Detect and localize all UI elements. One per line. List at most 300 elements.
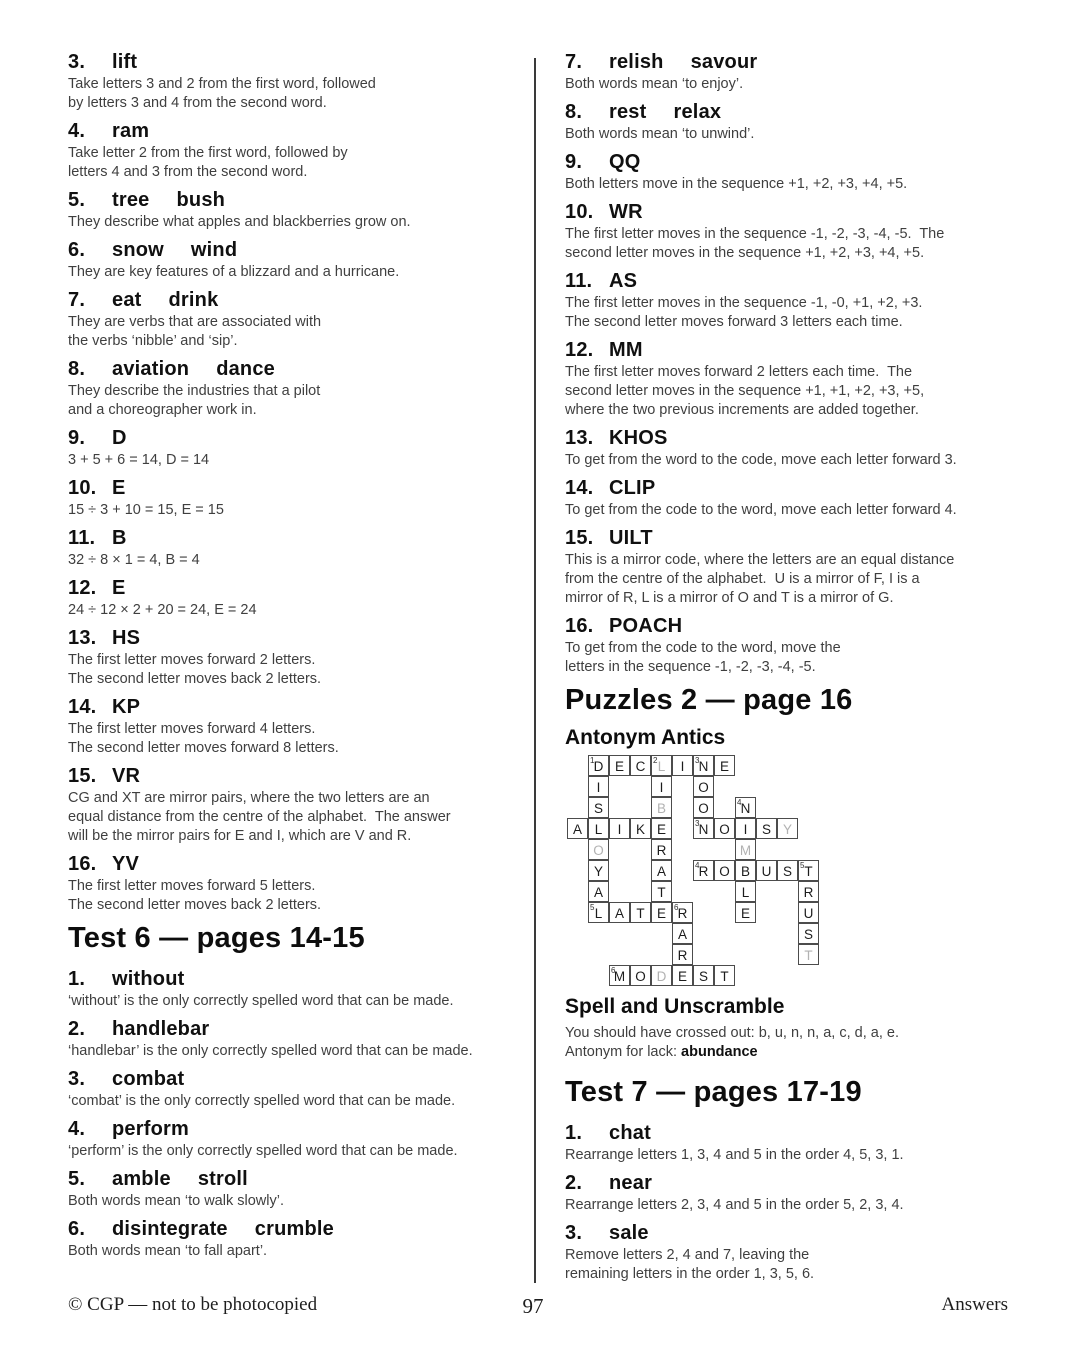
answer-number: 11. bbox=[68, 527, 96, 549]
clue-number: 1 bbox=[590, 756, 595, 765]
answer-heading bbox=[68, 969, 530, 990]
test-7-heading: Test 7 — pages 17-19 bbox=[565, 1075, 862, 1108]
answer-number: 7. bbox=[565, 51, 583, 73]
cell-letter: O bbox=[698, 779, 709, 795]
answer-number: 2. bbox=[68, 1018, 86, 1040]
answer-number: 8. bbox=[565, 101, 583, 123]
clue-number: 5 bbox=[590, 903, 595, 912]
cell-letter: L bbox=[741, 884, 750, 900]
explanation-line: 3 + 5 + 6 = 14, D = 14 bbox=[68, 452, 210, 468]
clue-number: 6 bbox=[611, 966, 616, 975]
cell-letter: I bbox=[659, 779, 664, 795]
answer-number: 16. bbox=[565, 615, 594, 637]
crossword-cell bbox=[588, 902, 609, 923]
crossword-cell bbox=[693, 818, 714, 839]
crossword-cell bbox=[714, 860, 735, 881]
answer-word: dance bbox=[216, 358, 275, 380]
answer-heading bbox=[565, 428, 1012, 449]
explanation-line: They describe what apples and blackberries grow on. bbox=[68, 214, 411, 230]
answer-item bbox=[68, 478, 530, 520]
cell-letter: E bbox=[677, 968, 687, 984]
cell-letter: R bbox=[656, 842, 667, 858]
crossword-cell bbox=[798, 944, 819, 965]
answer-words bbox=[112, 190, 252, 211]
cell-letter: N bbox=[740, 800, 751, 816]
cell-letter: T bbox=[720, 968, 729, 984]
explanation-line: The first letter moves forward 2 letters each time. The bbox=[565, 364, 913, 380]
answer-word: near bbox=[609, 1171, 653, 1194]
answer-word: aviation bbox=[112, 358, 190, 380]
answer-item bbox=[565, 340, 1012, 420]
explanation-line: Take letter 2 from the first word, followed by bbox=[68, 145, 348, 161]
answer-item bbox=[68, 528, 530, 570]
cell-letter: S bbox=[593, 800, 603, 816]
answer-heading bbox=[565, 1123, 1012, 1144]
answer-number: 3. bbox=[68, 51, 86, 73]
explanation-line: remaining letters in the order 1, 3, 5, 6. bbox=[565, 1265, 815, 1282]
crossword-cell bbox=[588, 881, 609, 902]
explanation-line: Remove letters 2, 4 and 7, leaving the bbox=[565, 1246, 810, 1263]
answer-item bbox=[68, 578, 530, 620]
answer-item bbox=[565, 616, 1012, 677]
crossword-cell bbox=[693, 860, 714, 881]
cell-letter: N bbox=[698, 821, 709, 837]
explanation-line: letters in the sequence -1, -2, -3, -4, -5. bbox=[565, 659, 816, 675]
answer-words bbox=[112, 478, 153, 499]
answer-number: 3. bbox=[68, 1068, 86, 1090]
clue-number: 6 bbox=[674, 903, 679, 912]
crossword-cell bbox=[756, 818, 777, 839]
right-column bbox=[565, 52, 1012, 1292]
answer-words bbox=[609, 152, 668, 173]
answer-word: UILT bbox=[609, 527, 653, 549]
answer-words bbox=[609, 1123, 678, 1144]
answer-words bbox=[112, 969, 211, 990]
cell-letter: M bbox=[739, 842, 752, 858]
explanation-line: Both letters move in the sequence +1, +2, +3, +4, +5. bbox=[565, 176, 908, 192]
crossword-cell bbox=[735, 818, 756, 839]
answer-number: 3. bbox=[565, 1221, 583, 1244]
answer-word: without bbox=[112, 968, 185, 990]
crossword-cell bbox=[777, 860, 798, 881]
cell-letter: A bbox=[656, 863, 666, 879]
answer-words bbox=[112, 1169, 275, 1190]
answer-heading bbox=[68, 1069, 530, 1090]
answer-item bbox=[68, 359, 530, 420]
cell-letter: R bbox=[677, 905, 688, 921]
answer-words bbox=[609, 478, 682, 499]
explanation-line: The first letter moves in the sequence -1, -2, -3, -4, -5. The bbox=[565, 226, 945, 242]
answer-item bbox=[565, 152, 1012, 194]
answer-number: 2. bbox=[565, 1171, 583, 1194]
crossword-cell bbox=[630, 902, 651, 923]
explanation-line: Take letters 3 and 2 from the first word, followed bbox=[68, 76, 376, 92]
crossword-cell bbox=[588, 860, 609, 881]
answer-word: D bbox=[112, 427, 127, 449]
explanation-line: Both words mean ‘to walk slowly’. bbox=[68, 1193, 284, 1209]
answer-word: E bbox=[112, 477, 126, 499]
puzzles-2-heading: Puzzles 2 — page 16 bbox=[565, 684, 853, 716]
answer-word: savour bbox=[690, 51, 758, 73]
explanation-line: 24 ÷ 12 × 2 + 20 = 24, E = 24 bbox=[68, 602, 257, 618]
cell-letter: K bbox=[635, 821, 645, 837]
answer-word: bush bbox=[176, 189, 226, 211]
crossword-cell bbox=[609, 965, 630, 986]
answer-word: lift bbox=[112, 51, 138, 73]
explanation-line: Rearrange letters 2, 3, 4 and 5 in the order 5, 2, 3, 4. bbox=[565, 1196, 904, 1213]
cell-letter: L bbox=[594, 821, 603, 837]
explanation-line: 15 ÷ 3 + 10 = 15, E = 15 bbox=[68, 502, 224, 518]
cell-letter: D bbox=[593, 758, 604, 774]
answer-item bbox=[68, 240, 530, 282]
answer-words bbox=[609, 102, 748, 123]
crossword-grid bbox=[567, 755, 821, 988]
answer-words bbox=[112, 1019, 236, 1040]
cell-letter: Y bbox=[593, 863, 603, 879]
answer-heading bbox=[565, 271, 1012, 292]
cell-letter: A bbox=[593, 884, 603, 900]
answer-heading bbox=[68, 1219, 530, 1240]
answer-word: disintegrate bbox=[112, 1218, 228, 1240]
answer-heading bbox=[68, 428, 530, 449]
answer-words bbox=[112, 1119, 216, 1140]
spell-antonym-line bbox=[565, 1043, 1012, 1063]
crossword-cell bbox=[588, 818, 609, 839]
explanation-line: To get from the code to the word, move the bbox=[565, 640, 841, 656]
answer-words bbox=[609, 616, 709, 637]
answer-word: handlebar bbox=[112, 1018, 210, 1040]
explanation-line: The second letter moves back 2 letters. bbox=[68, 671, 322, 687]
crossword-cell bbox=[714, 755, 735, 776]
footer-answers-label: Answers bbox=[941, 1294, 1008, 1315]
crossword-cell bbox=[609, 902, 630, 923]
answer-number: 15. bbox=[565, 527, 594, 549]
answer-number: 16. bbox=[68, 853, 97, 875]
answer-number: 1. bbox=[565, 1121, 583, 1144]
crossword-cell bbox=[651, 902, 672, 923]
test-6-heading: Test 6 — pages 14-15 bbox=[68, 922, 365, 954]
cell-letter: O bbox=[635, 968, 646, 984]
cell-letter: E bbox=[719, 758, 729, 774]
answer-words bbox=[609, 1223, 676, 1244]
explanation-line: second letter moves in the sequence +1, +1, +2, +3, +5, bbox=[565, 383, 925, 399]
answer-words bbox=[112, 697, 167, 718]
answers-list-test-6 bbox=[68, 969, 530, 1261]
explanation-line: To get from the word to the code, move each letter forward 3. bbox=[565, 452, 957, 468]
answer-item bbox=[565, 1123, 1012, 1165]
answer-number: 1. bbox=[68, 968, 86, 990]
crossword-cell bbox=[630, 755, 651, 776]
answer-word: MM bbox=[609, 339, 643, 361]
answer-words bbox=[609, 1173, 679, 1194]
cell-letter: S bbox=[698, 968, 708, 984]
answer-word: relax bbox=[673, 101, 722, 123]
crossword-cell bbox=[735, 860, 756, 881]
clue-number: 4 bbox=[737, 798, 742, 807]
cell-letter: T bbox=[804, 947, 813, 963]
answer-words bbox=[112, 1219, 361, 1240]
answer-heading bbox=[565, 52, 1012, 73]
answer-heading bbox=[68, 52, 530, 73]
answer-word: WR bbox=[609, 201, 643, 223]
answer-word: CLIP bbox=[609, 477, 656, 499]
crossword-cell bbox=[714, 965, 735, 986]
answer-words bbox=[112, 121, 176, 142]
cell-letter: R bbox=[698, 863, 709, 879]
answer-number: 4. bbox=[68, 120, 86, 142]
answer-item bbox=[68, 1219, 530, 1261]
answer-number: 15. bbox=[68, 765, 97, 787]
crossword-cell bbox=[651, 755, 672, 776]
explanation-line: equal distance from the centre of the alphabet. The answer bbox=[68, 809, 451, 825]
answer-number: 13. bbox=[565, 427, 594, 449]
cell-letter: T bbox=[804, 863, 813, 879]
cell-letter: B bbox=[656, 800, 666, 816]
answer-word: POACH bbox=[609, 615, 683, 637]
answer-words bbox=[609, 202, 670, 223]
answer-word: snow bbox=[112, 239, 164, 261]
answers-list-continued bbox=[565, 52, 1012, 677]
answer-item bbox=[565, 1223, 1012, 1284]
explanation-line: Both words mean ‘to unwind’. bbox=[565, 126, 755, 142]
crossword-cell bbox=[609, 755, 630, 776]
crossword-cell bbox=[693, 776, 714, 797]
crossword-cell bbox=[651, 776, 672, 797]
explanation-line: The second letter moves forward 8 letters. bbox=[68, 740, 339, 756]
crossword-cell bbox=[672, 902, 693, 923]
answer-heading bbox=[68, 528, 530, 549]
answer-number: 13. bbox=[68, 627, 97, 649]
spell-antonym-answer: abundance bbox=[681, 1044, 758, 1060]
clue-number: 5 bbox=[800, 861, 805, 870]
answer-word: B bbox=[112, 527, 127, 549]
crossword-cell bbox=[567, 818, 588, 839]
footer-copyright: © CGP — not to be photocopied bbox=[68, 1294, 318, 1315]
answer-word: crumble bbox=[254, 1218, 334, 1240]
cell-letter: E bbox=[614, 758, 624, 774]
explanation-line: mirror of R, L is a mirror of O and T is a mirror of G. bbox=[565, 590, 894, 606]
cell-letter: O bbox=[698, 800, 709, 816]
crossword-cell bbox=[651, 860, 672, 881]
answer-words bbox=[112, 628, 167, 649]
crossword-cell bbox=[651, 839, 672, 860]
answer-item bbox=[68, 628, 530, 689]
answer-heading bbox=[68, 766, 530, 787]
answer-number: 11. bbox=[565, 270, 593, 292]
cell-letter: R bbox=[803, 884, 814, 900]
explanation-line: ‘perform’ is the only correctly spelled word that can be made. bbox=[68, 1143, 458, 1159]
explanation-line: They describe the industries that a pilot bbox=[68, 383, 321, 399]
answer-heading bbox=[565, 616, 1012, 637]
answer-item bbox=[565, 1173, 1012, 1215]
cell-letter: A bbox=[572, 821, 582, 837]
cell-letter: S bbox=[761, 821, 771, 837]
answer-word: KP bbox=[112, 696, 141, 718]
crossword-cell bbox=[651, 881, 672, 902]
cell-letter: T bbox=[657, 884, 666, 900]
antonym-antics-heading: Antonym Antics bbox=[565, 726, 726, 749]
answer-heading bbox=[68, 290, 530, 311]
cell-letter: E bbox=[740, 905, 750, 921]
explanation-line: from the centre of the alphabet. U is a mirror of F, I is a bbox=[565, 571, 920, 587]
answer-number: 12. bbox=[565, 339, 594, 361]
explanation-line: and a choreographer work in. bbox=[68, 402, 257, 418]
crossword-cell bbox=[798, 860, 819, 881]
crossword-cell bbox=[693, 755, 714, 776]
answers-list-previous-test bbox=[68, 52, 530, 915]
cell-letter: I bbox=[743, 821, 748, 837]
answer-item bbox=[565, 52, 1012, 94]
answer-word: amble bbox=[112, 1168, 171, 1190]
crossword-cell bbox=[672, 944, 693, 965]
crossword-cell bbox=[651, 818, 672, 839]
answer-word: sale bbox=[609, 1221, 649, 1244]
explanation-line: They are verbs that are associated with bbox=[68, 314, 322, 330]
answer-words bbox=[609, 528, 680, 549]
answer-heading bbox=[68, 578, 530, 599]
crossword-cell bbox=[609, 818, 630, 839]
crossword-cell bbox=[630, 818, 651, 839]
cell-letter: S bbox=[803, 926, 813, 942]
cell-letter: O bbox=[719, 821, 730, 837]
cell-letter: A bbox=[677, 926, 687, 942]
crossword-cell bbox=[798, 881, 819, 902]
page-number: 97 bbox=[522, 1294, 544, 1318]
answer-item bbox=[68, 697, 530, 758]
answer-heading bbox=[68, 628, 530, 649]
crossword-cell bbox=[672, 923, 693, 944]
answers-list-test-7 bbox=[565, 1123, 1012, 1284]
cell-letter: A bbox=[614, 905, 624, 921]
answer-number: 9. bbox=[68, 427, 86, 449]
answer-item bbox=[68, 1069, 530, 1111]
answer-word: wind bbox=[190, 239, 238, 261]
cell-letter: N bbox=[698, 758, 709, 774]
explanation-line: 32 ÷ 8 × 1 = 4, B = 4 bbox=[68, 552, 200, 568]
answer-heading bbox=[565, 478, 1012, 499]
answer-word: KHOS bbox=[609, 427, 668, 449]
answer-number: 4. bbox=[68, 1118, 86, 1140]
crossword-cell bbox=[693, 797, 714, 818]
answer-item bbox=[68, 290, 530, 351]
explanation-line: The first letter moves forward 5 letters. bbox=[68, 878, 316, 894]
answer-words bbox=[112, 290, 245, 311]
answer-item bbox=[68, 766, 530, 846]
cell-letter: B bbox=[740, 863, 750, 879]
explanation-line: CG and XT are mirror pairs, where the two letters are an bbox=[68, 790, 430, 806]
cell-letter: E bbox=[656, 821, 666, 837]
cell-letter: O bbox=[719, 863, 730, 879]
crossword-cell bbox=[798, 902, 819, 923]
answer-words bbox=[112, 52, 164, 73]
answer-heading bbox=[68, 1119, 530, 1140]
answer-number: 14. bbox=[68, 696, 97, 718]
answer-word: tree bbox=[112, 189, 150, 211]
spell-antonym-prefix: Antonym for lack: bbox=[565, 1044, 682, 1060]
answer-item bbox=[565, 271, 1012, 332]
crossword-cell bbox=[756, 860, 777, 881]
cell-letter: S bbox=[782, 863, 792, 879]
answer-word: rest bbox=[609, 101, 647, 123]
cell-letter: U bbox=[761, 863, 772, 879]
answer-number: 12. bbox=[68, 577, 97, 599]
explanation-line: where the two previous increments are added together. bbox=[565, 402, 919, 418]
answer-words bbox=[112, 359, 302, 380]
crossword-cell bbox=[798, 923, 819, 944]
answer-word: QQ bbox=[609, 151, 641, 173]
answer-word: AS bbox=[609, 270, 638, 292]
answer-item bbox=[68, 52, 530, 113]
explanation-line: second letter moves in the sequence +1, +2, +3, +4, +5. bbox=[565, 245, 925, 261]
answer-item bbox=[565, 202, 1012, 263]
column-divider bbox=[534, 58, 536, 1283]
cell-letter: E bbox=[656, 905, 666, 921]
answer-heading bbox=[565, 202, 1012, 223]
answer-heading bbox=[565, 1173, 1012, 1194]
crossword-cell bbox=[714, 818, 735, 839]
cell-letter: Y bbox=[782, 821, 792, 837]
answer-number: 14. bbox=[565, 477, 594, 499]
explanation-line: The first letter moves in the sequence -1, -0, +1, +2, +3. bbox=[565, 295, 923, 311]
explanation-line: To get from the code to the word, move each letter forward 4. bbox=[565, 502, 957, 518]
spell-unscramble-heading: Spell and Unscramble bbox=[565, 994, 785, 1018]
answer-item bbox=[68, 1169, 530, 1211]
crossword-cell bbox=[735, 839, 756, 860]
explanation-line: the verbs ‘nibble’ and ‘sip’. bbox=[68, 333, 238, 349]
answer-heading bbox=[68, 121, 530, 142]
answer-heading bbox=[68, 240, 530, 261]
crossword-cell bbox=[693, 965, 714, 986]
answer-item bbox=[68, 969, 530, 1011]
answer-number: 6. bbox=[68, 239, 86, 261]
answer-word: YV bbox=[112, 853, 140, 875]
answer-words bbox=[112, 240, 264, 261]
explanation-line: Rearrange letters 1, 3, 4 and 5 in the order 4, 5, 3, 1. bbox=[565, 1146, 904, 1163]
answer-words bbox=[112, 1069, 211, 1090]
answer-word: E bbox=[112, 577, 126, 599]
answer-heading bbox=[565, 340, 1012, 361]
answer-number: 10. bbox=[68, 477, 97, 499]
clue-number: 3 bbox=[695, 819, 700, 828]
answer-word: relish bbox=[609, 51, 664, 73]
explanation-line: The first letter moves forward 2 letters. bbox=[68, 652, 316, 668]
answer-number: 5. bbox=[68, 189, 86, 211]
answer-number: 7. bbox=[68, 289, 86, 311]
answer-words bbox=[609, 340, 670, 361]
page-footer bbox=[0, 1294, 1066, 1324]
answer-item bbox=[565, 528, 1012, 608]
answer-item bbox=[68, 1019, 530, 1061]
answer-word: combat bbox=[112, 1068, 185, 1090]
cell-letter: U bbox=[803, 905, 814, 921]
cell-letter: R bbox=[677, 947, 688, 963]
answer-word: HS bbox=[112, 627, 141, 649]
cell-letter: I bbox=[680, 758, 685, 774]
explanation-line: Both words mean ‘to enjoy’. bbox=[565, 76, 744, 92]
answer-item bbox=[68, 854, 530, 915]
cell-letter: L bbox=[657, 758, 666, 774]
answer-words bbox=[112, 766, 167, 787]
cell-letter: M bbox=[613, 968, 626, 984]
answer-word: chat bbox=[609, 1121, 651, 1144]
answer-words bbox=[112, 528, 154, 549]
cell-letter: C bbox=[635, 758, 646, 774]
answer-number: 5. bbox=[68, 1168, 86, 1190]
answer-number: 6. bbox=[68, 1218, 86, 1240]
answer-word: ram bbox=[112, 120, 150, 142]
answer-word: stroll bbox=[197, 1168, 248, 1190]
answer-word: drink bbox=[168, 289, 219, 311]
